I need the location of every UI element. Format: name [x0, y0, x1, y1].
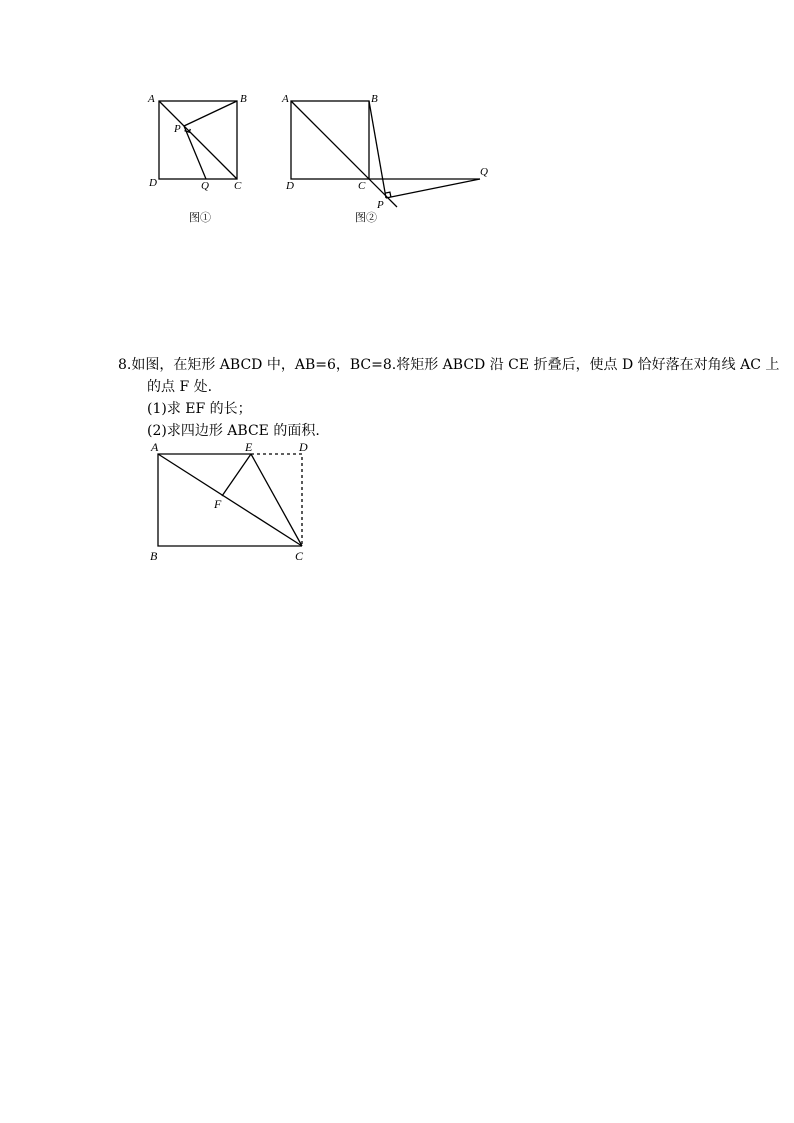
problem-8-question-1: (1)求 EF 的长；	[147, 401, 252, 417]
figure-2-caption: 图②	[355, 212, 377, 224]
label-b: B	[371, 93, 378, 105]
label-p: P	[377, 199, 384, 211]
fold-line-ec	[251, 454, 302, 546]
label-f: F	[214, 497, 222, 511]
label-p: P	[174, 123, 181, 135]
label-q: Q	[201, 180, 209, 192]
label-d: D	[286, 180, 294, 192]
problem-8-statement-line-2: 的点 F 处.	[147, 379, 213, 395]
label-a: A	[151, 440, 159, 454]
label-d: D	[299, 440, 308, 454]
label-e: E	[245, 440, 253, 454]
label-a: A	[282, 93, 289, 105]
figure-1-caption: 图①	[189, 212, 211, 224]
label-c: C	[234, 180, 242, 192]
label-b: B	[240, 93, 247, 105]
label-d: D	[149, 177, 157, 189]
figure-3-lines	[158, 454, 302, 546]
label-b: B	[150, 549, 158, 563]
label-c: C	[358, 180, 366, 192]
label-c: C	[295, 549, 304, 563]
problem-8-question-2: (2)求四边形 ABCE 的面积.	[147, 423, 320, 439]
segment-ef	[222, 454, 251, 496]
diagonal-ac	[158, 454, 302, 546]
label-q: Q	[480, 166, 488, 178]
problem-8-statement-line-1: 8.如图，在矩形 ABCD 中，AB=6，BC=8.将矩形 ABCD 沿 CE 折叠后，使点 D 恰好落在对角线 AC 上	[118, 357, 780, 373]
label-a: A	[148, 93, 155, 105]
